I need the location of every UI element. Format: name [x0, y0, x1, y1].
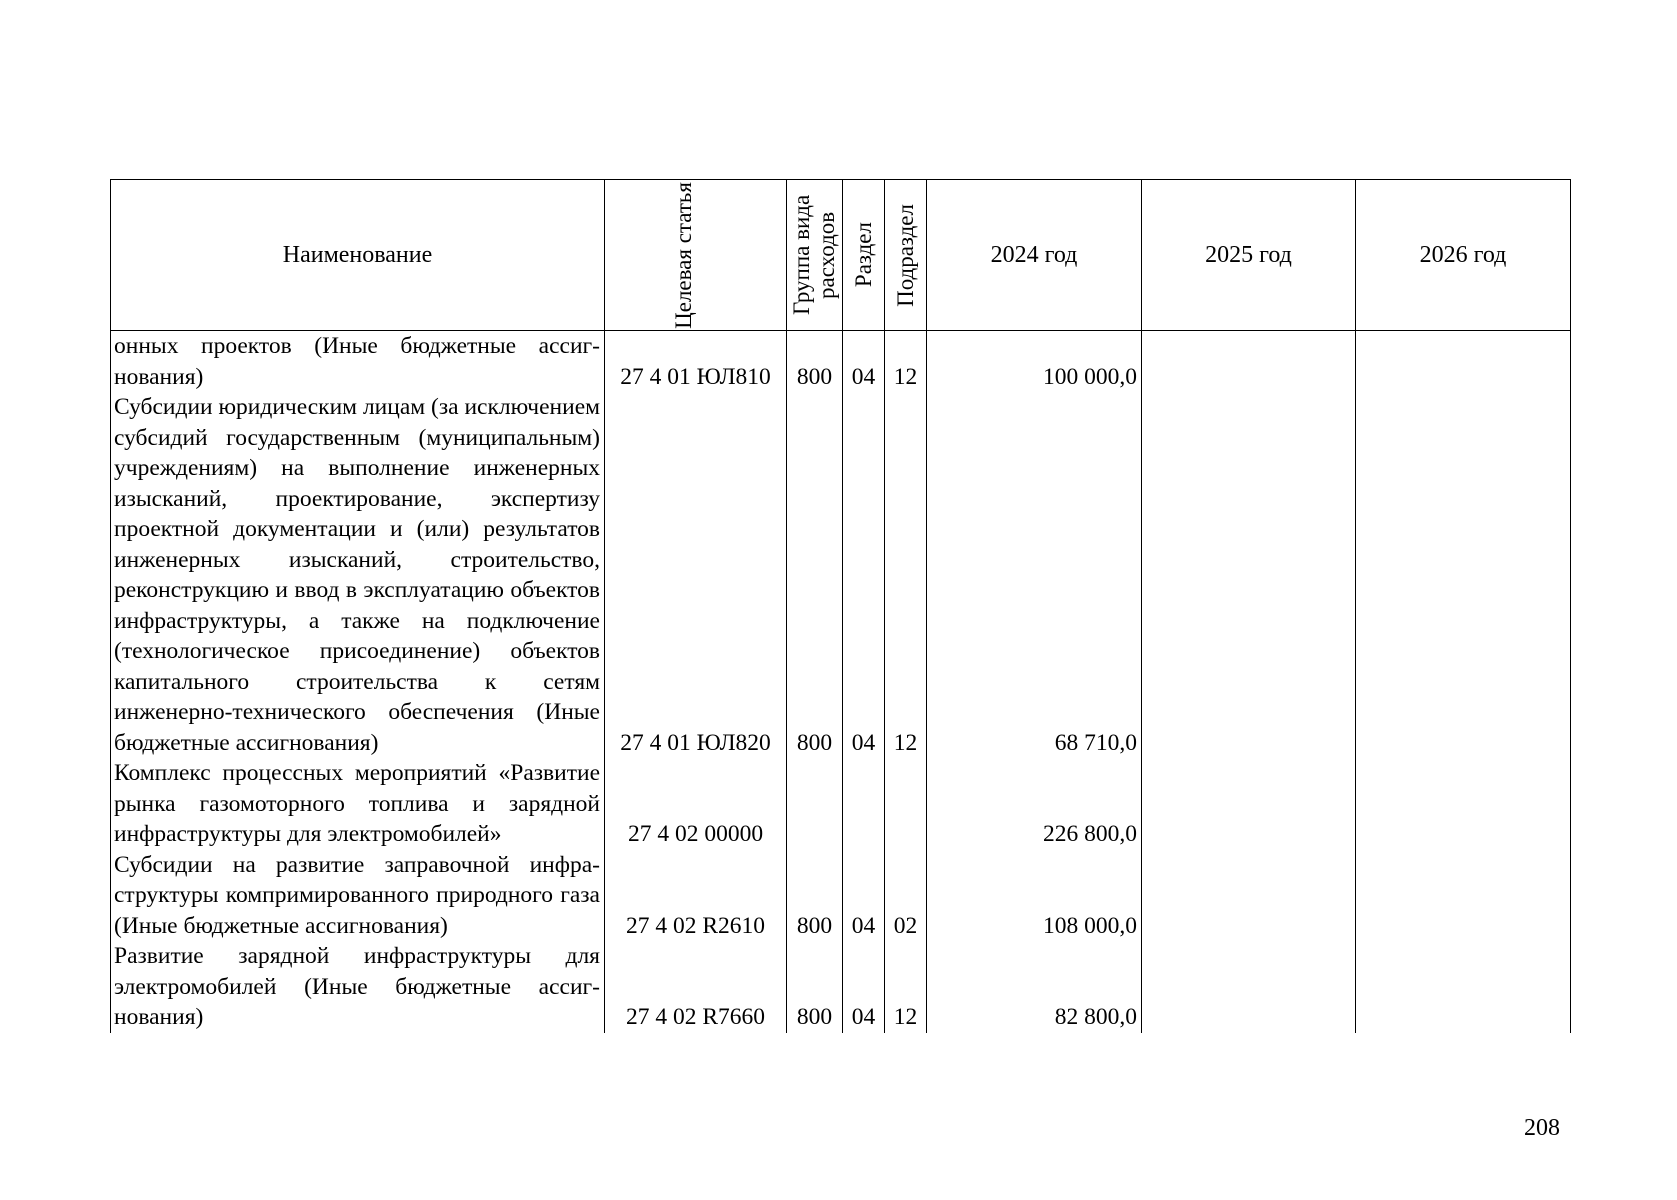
row-section: 04: [843, 941, 885, 1033]
header-target-article: [605, 180, 787, 331]
row-name: Комплекс процессных мероприятий «Развитие рынка газомоторного топлива и зарядной инфраструктуры для электромобилей»: [111, 758, 605, 850]
row-2026: [1356, 392, 1571, 758]
row-subsection: 12: [885, 392, 927, 758]
row-2025: [1142, 850, 1356, 942]
header-subsection: [885, 180, 927, 331]
header-section: [843, 180, 885, 331]
row-subsection: 12: [885, 331, 927, 393]
row-code: 27 4 02 R7660: [605, 941, 787, 1033]
row-2025: [1142, 392, 1356, 758]
header-2026: 2026 год: [1356, 180, 1571, 331]
header-expense-group: [787, 180, 843, 331]
row-subsection: [885, 758, 927, 850]
row-group: [787, 758, 843, 850]
row-subsection: 02: [885, 850, 927, 942]
row-2024: 108 000,0: [927, 850, 1142, 942]
row-2024: 100 000,0: [927, 331, 1142, 393]
row-group: 800: [787, 850, 843, 942]
row-name: Субсидии на развитие заправочной инфраструктуры компримированного природного газа (Иные бюджетные ассигнования): [111, 850, 605, 942]
header-subsection-text: Подраздел: [893, 203, 918, 307]
row-2024: 226 800,0: [927, 758, 1142, 850]
row-code: 27 4 01 ЮЛ810: [605, 331, 787, 393]
table-header-row: [111, 180, 1571, 331]
row-name: Развитие зарядной инфраструктуры для электромобилей (Иные бюджетные ассигнования): [111, 941, 605, 1033]
row-2026: [1356, 850, 1571, 942]
row-name: Субсидии юридическим лицам (за исключением субсидий государственным (муниципальным) учреждениям) на выполнение инженерных изысканий, проектирование, экспертизу проектной документации и (или) результатов инженерных изысканий, строительство, реконструкцию и ввод в эксплуатацию объектов инфраструктуры, а также на подключение (технологическое присоединение) объектов капитального строительства к сетям инженерно-технического обеспечения (Иные бюджетные ассигнования): [111, 392, 605, 758]
row-2026: [1356, 758, 1571, 850]
header-section-text: Раздел: [851, 222, 876, 288]
row-subsection: 12: [885, 941, 927, 1033]
row-section: 04: [843, 850, 885, 942]
table-row: [111, 392, 1571, 758]
row-group: 800: [787, 392, 843, 758]
budget-table: [110, 179, 1571, 1033]
row-code: 27 4 02 00000: [605, 758, 787, 850]
row-group: 800: [787, 331, 843, 393]
row-2025: [1142, 758, 1356, 850]
row-2024: 82 800,0: [927, 941, 1142, 1033]
row-2025: [1142, 941, 1356, 1033]
row-2025: [1142, 331, 1356, 393]
table-row: [111, 850, 1571, 942]
row-group: 800: [787, 941, 843, 1033]
header-expense-group-text: Группа вида расходов: [788, 194, 839, 316]
row-name: онных проектов (Иные бюджетные ассигнования): [111, 331, 605, 393]
row-section: 04: [843, 392, 885, 758]
header-2025: 2025 год: [1142, 180, 1356, 331]
row-section: 04: [843, 331, 885, 393]
row-code: 27 4 02 R2610: [605, 850, 787, 942]
header-name: Наименование: [111, 180, 605, 331]
row-code: 27 4 01 ЮЛ820: [605, 392, 787, 758]
row-section: [843, 758, 885, 850]
row-2024: 68 710,0: [927, 392, 1142, 758]
row-2026: [1356, 331, 1571, 393]
table-row: [111, 758, 1571, 850]
page-number: 208: [1524, 1115, 1560, 1141]
header-2024: 2024 год: [927, 180, 1142, 331]
table-row: [111, 941, 1571, 1033]
table-row: [111, 331, 1571, 393]
header-target-article-text: Целевая статья: [670, 181, 696, 329]
row-2026: [1356, 941, 1571, 1033]
